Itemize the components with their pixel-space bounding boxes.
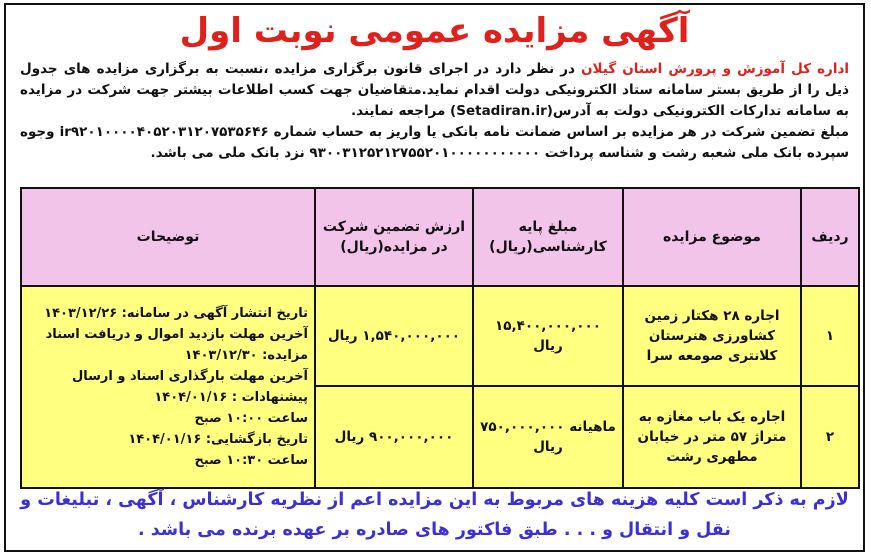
- header-guarantee: ارزش تضمین شرکت در مزایده(ریال): [315, 188, 473, 286]
- header-base-price: مبلغ پایه کارشناسی(ریال): [473, 188, 623, 286]
- advertisement-frame: [4, 3, 865, 552]
- note-opening-time: ساعت ۱۰:۳۰ صبح: [194, 453, 308, 468]
- notes-cell: [21, 286, 315, 488]
- row-number: ۱: [801, 286, 859, 386]
- row-number: ۲: [801, 386, 859, 488]
- header-notes: توضیحات: [21, 188, 315, 286]
- row-subject: اجاره ۲۸ هکتار زمین کشاورزی هنرستان کلانتری صومعه سرا: [623, 286, 801, 386]
- note-opening-date: تاریخ بازگشایی: ۱۴۰۴/۰۱/۱۶: [128, 432, 308, 447]
- row-guarantee: ۹۰۰,۰۰۰,۰۰۰ ریال: [315, 386, 473, 488]
- note-upload-time: ساعت ۱۰:۰۰ صبح: [194, 411, 308, 426]
- intro-text: در نظر دارد در اجرای قانون برگزاری مزایده ،نسبت به برگزاری مزایده های جدول ذیل را از طریق بستر سامانه ستاد الکترونیکی دولت اقدام نماید.متقاضیان جهت کسب اطلاعات بیشتر جهت شرکت در مزایده به سامانه تدارکات الکترونیکی دولت به آدرس(Setadiran.ir) مراجعه نمایند.: [20, 61, 849, 119]
- row-subject: اجاره یک باب مغازه به متراژ ۵۷ متر در خیابان مطهری رشت: [623, 386, 801, 488]
- row-base-price: ماهیانه ۷۵۰,۰۰۰,۰۰۰ ریال: [473, 386, 623, 488]
- row-guarantee: ۱,۵۴۰,۰۰۰,۰۰۰ ریال: [315, 286, 473, 386]
- header-subject: موضوع مزایده: [623, 188, 801, 286]
- note-publish-date: تاریخ انتشار آگهی در سامانه: ۱۴۰۳/۱۲/۲۶: [44, 306, 308, 321]
- intro-paragraph: [20, 59, 849, 164]
- table-header-row: [21, 188, 859, 286]
- guarantee-info-text: مبلغ تضمین شرکت در هر مزایده بر اساس ضمانت نامه بانکی یا واریز به حساب شماره ir۹۲۰۱۰۰۰۰۴۰۵۲۰۳۱۲۰۷۵۳۵۶۴۶ وجوه سپرده بانک ملی شعبه رشت و شناسه پرداخت ۹۳۰۰۳۱۲۵۲۱۲۷۵۵۲۰۱۰۰۰۰۰۰۰۰۰۰۰ نزد بانک ملی می باشد.: [20, 124, 849, 161]
- row-base-price: ۱۵,۴۰۰,۰۰۰,۰۰۰ ریال: [473, 286, 623, 386]
- note-upload-deadline: آخرین مهلت بارگذاری اسناد و ارسال پیشنهادات : ۱۴۰۴/۰۱/۱۶: [71, 369, 308, 405]
- note-visit-deadline: آخرین مهلت بازدید اموال و دریافت اسناد مزایده: ۱۴۰۳/۱۲/۳۰: [45, 327, 308, 363]
- auction-table: [20, 187, 860, 489]
- header-row-no: ردیف: [801, 188, 859, 286]
- organization-name: اداره کل آموزش و پرورش استان گیلان: [581, 61, 850, 77]
- table-row: [21, 286, 859, 386]
- page-title: آگهی مزایده عمومی نوبت اول: [179, 11, 690, 51]
- footer-note: لازم به ذکر است کلیه هزینه های مربوط به این مزایده اعم از نظریه کارشناس ، آگهی ، تبلیغات و نقل و انتقال و . . . طبق فاکتور های صادره بر عهده برنده می باشد .: [20, 490, 849, 540]
